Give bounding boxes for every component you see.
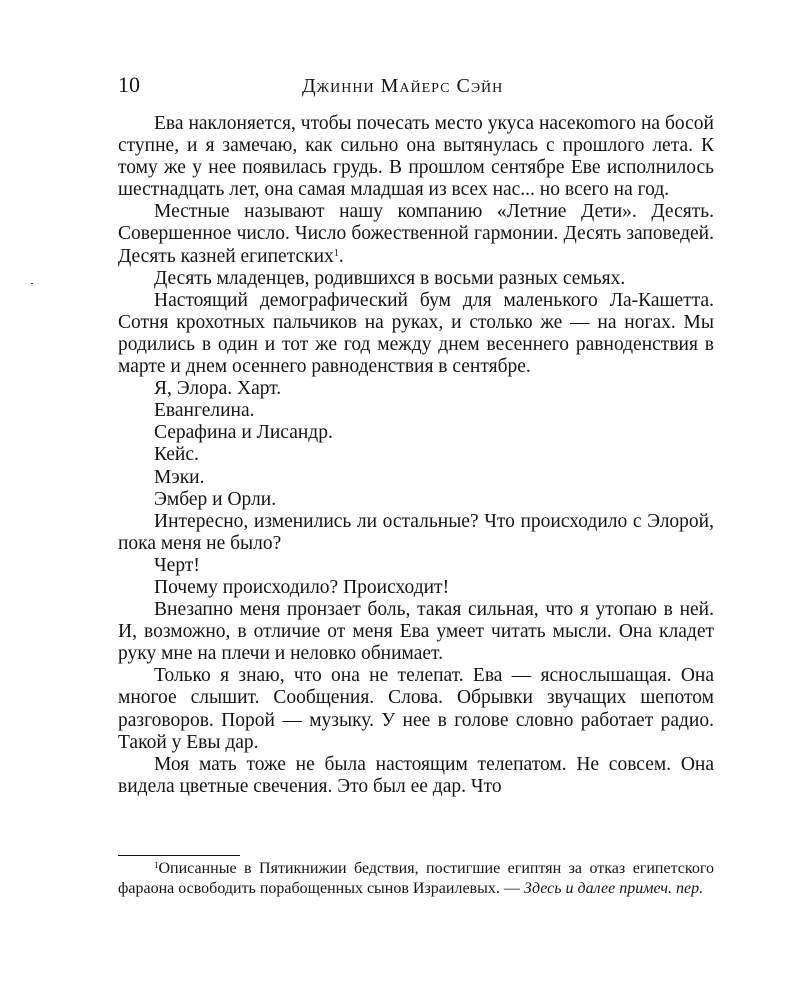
- paragraph: Черт!: [154, 554, 200, 576]
- paragraph: Внезапно меня пронзает боль, такая сильная, что я утопаю в ней. И, возможно, в отличие от меня Ева умеет читать мысли. Она кладет руку мне на плечи и неловко обнимает.: [118, 599, 714, 665]
- body-text: [118, 113, 714, 798]
- paragraph: Я, Элора. Харт.: [154, 378, 282, 400]
- footnote-translator-note: Здесь и далее примеч. пер.: [523, 879, 704, 897]
- paragraph: Десять младенцев, родившихся в восьми разных семьях.: [154, 267, 626, 289]
- running-title: Джинни Майерс Сэйн: [302, 75, 504, 97]
- paragraph: Только я знаю, что она не телепат. Ева — яснослышащая. Она многое слышит. Сообщения. Слова. Обрывки звучащих шепотом разговоров. Порой — музыку. У нее в голове словно работает радио. Такой у Евы дар.: [118, 665, 714, 753]
- paragraph: Почему происходило? Происходит!: [154, 576, 450, 598]
- paragraph: Евангелина.: [154, 400, 255, 422]
- paragraph: Кейс.: [154, 444, 199, 466]
- paragraph: Мэки.: [154, 466, 205, 488]
- footnote-number: 1: [154, 860, 159, 870]
- footnote: [118, 859, 714, 898]
- paragraph: Моя мать тоже не была настоящим телепатом. Не совсем. Она видела цветные свечения. Это был ее дар. Что: [118, 753, 714, 797]
- paragraph-text-end: .: [338, 245, 344, 267]
- page-number: 10: [118, 72, 140, 97]
- paragraph: Эмбер и Орли.: [154, 488, 277, 510]
- footnote-text: Описанные в Пятикнижии бедствия, постигшие египтян за отказ египетского фараона освободить порабощенных сынов Израилевых. —: [118, 860, 714, 897]
- running-head: [118, 72, 714, 102]
- margin-mark: [31, 283, 33, 284]
- paragraph: Интересно, изменились ли остальные? Что происходило с Элорой, пока меня не было?: [118, 510, 714, 554]
- paragraph: [118, 201, 714, 267]
- paragraph: Серафина и Лисандр.: [154, 422, 333, 444]
- footnote-divider: [118, 855, 240, 856]
- paragraph: Ева наклоняется, чтобы почесать место укуса насекоmого на босой ступне, и я замечаю, как сильно она вытянулась с прошлого лета. К тому же у нее появилась грудь. В прошлом сентябре Еве исполнилось шестнадцать лет, она самая младшая из всех нас... но всего на год.: [118, 113, 714, 201]
- paragraph: Настоящий демографический бум для маленького Ла-Кашетта. Сотня крохотных пальчиков на руках, и столько же — на ногах. Мы родились в один и тот же год между днем весеннего равноденствия в марте и днем осеннего равноденствия в сентябре.: [118, 289, 714, 378]
- footnote-reference[interactable]: 1: [333, 247, 339, 259]
- paragraph-text: Местные называют нашу компанию «Летние Дети». Десять. Совершенное число. Число божественной гармонии. Десять заповедей. Десять казней египетских: [118, 201, 714, 267]
